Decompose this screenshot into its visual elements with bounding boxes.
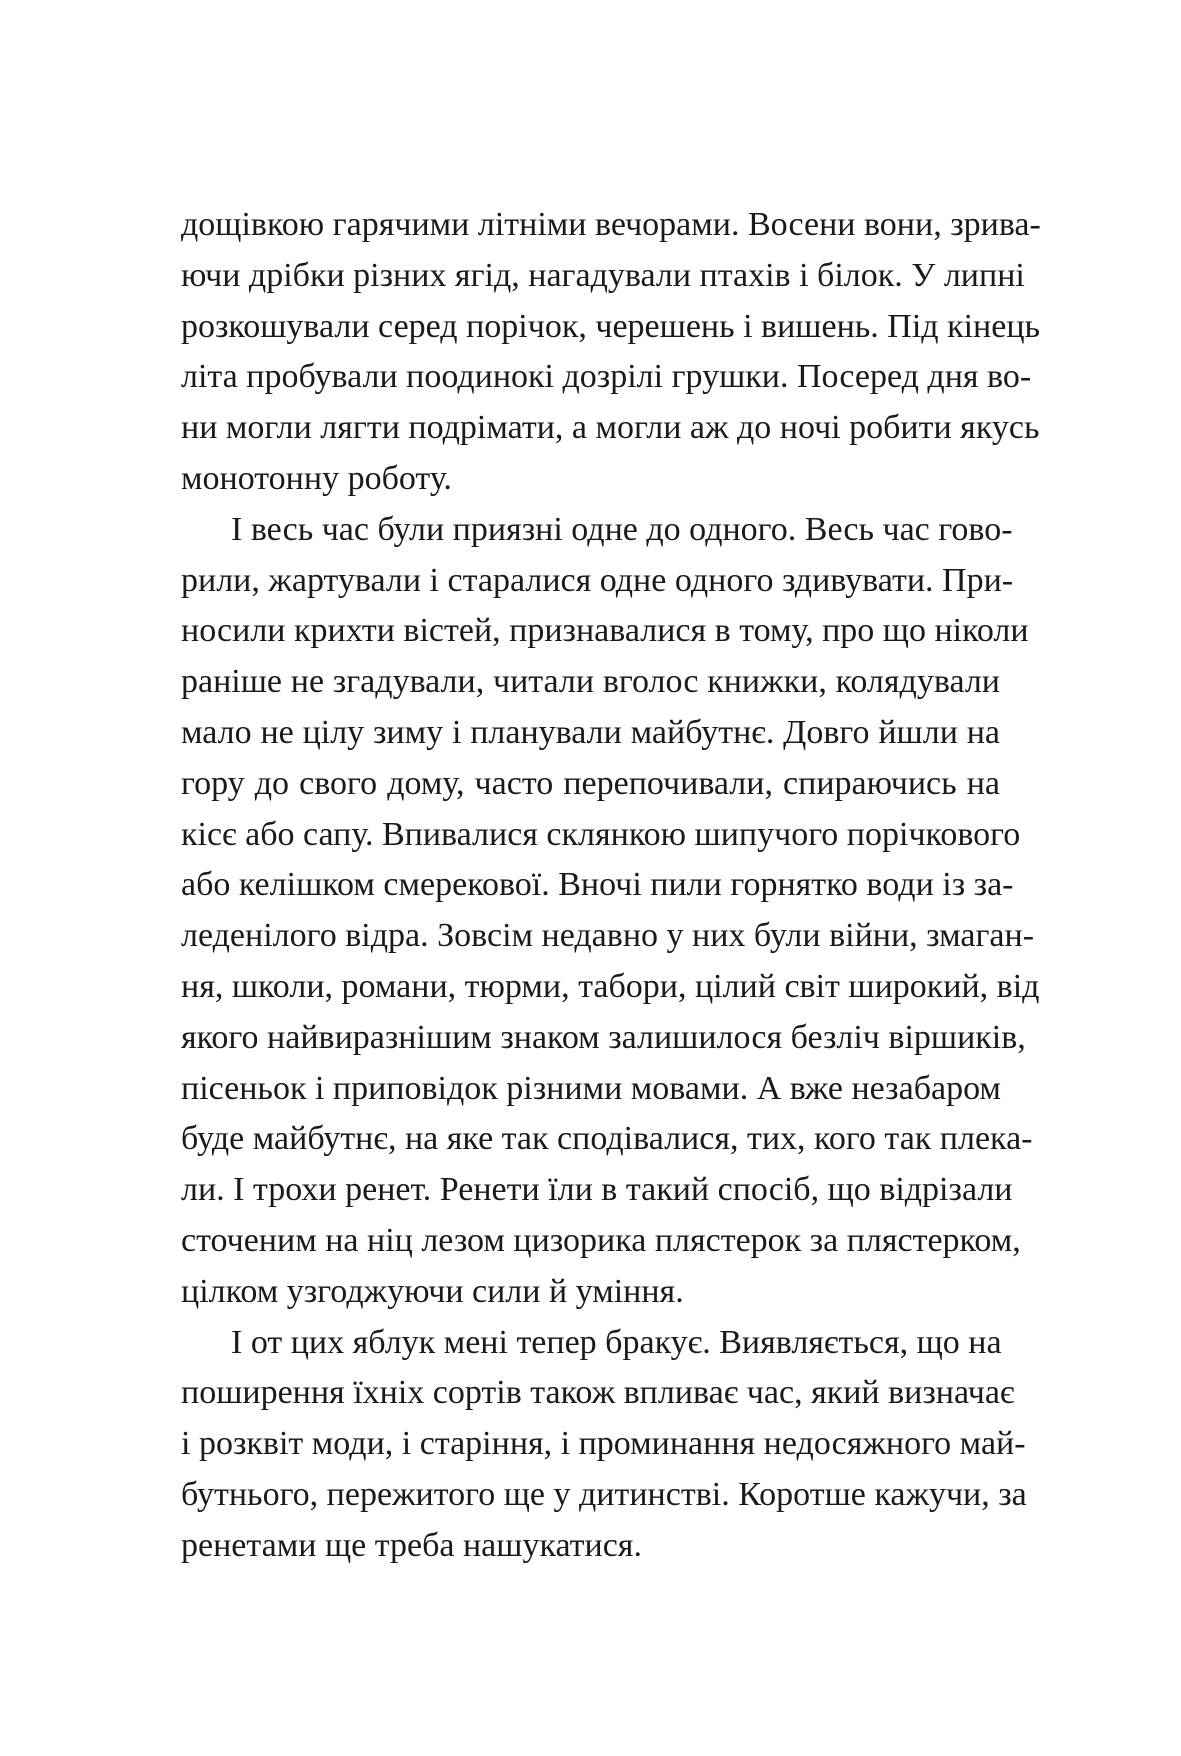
text-line: дощівкою гарячими літніми вечорами. Восени вони, зрива-: [181, 206, 1041, 243]
text-line: ючи дрібки різних ягід, нагадували птахів і білок. У липні: [181, 256, 1025, 294]
text-line: ня, школи, романи, тюрми, табори, цілий світ широкий, від: [181, 967, 1040, 1005]
text-line: ренетами ще треба нашукатися.: [181, 1526, 642, 1564]
text-line: розкошували серед порічок, черешень і вишень. Під кінець: [181, 307, 1041, 345]
text-line: і розквіт моди, і старіння, і проминання недосяжного май-: [181, 1425, 1026, 1463]
text-line: І весь час були приязні одне до одного. Весь час гово-: [231, 510, 1013, 548]
text-line: пісеньок і приповідок різними мовами. А вже незабаром: [181, 1069, 1001, 1107]
text-line: бутнього, пережитого ще у дитинстві. Коротше кажучи, за: [181, 1475, 1027, 1513]
text-line: гору до свого дому, часто перепочивали, спираючись на: [181, 764, 1000, 802]
text-line: сточеним на ніц лезом цизорика плястерок за плястерком,: [181, 1221, 1021, 1259]
text-line: рили, жартували і старалися одне одного здивувати. При-: [181, 561, 1014, 599]
text-line: раніше не згадували, читали вголос книжки, колядували: [181, 663, 1000, 701]
text-line: І от цих яблук мені тепер бракує. Виявляється, що на: [231, 1323, 1002, 1361]
text-line: поширення їхніх сортів також впливає час, який визначає: [181, 1374, 1015, 1412]
text-line: ли. І трохи ренет. Ренети їли в такий спосіб, що відрізали: [181, 1171, 1013, 1209]
text-line: ни могли лягти подрімати, а могли аж до ночі робити якусь: [181, 409, 1040, 447]
text-line: цілком узгоджуючи сили й уміння.: [181, 1272, 684, 1310]
text-line: або келішком смерекової. Вночі пили горнятко води із за-: [181, 866, 1014, 904]
text-line: буде майбутнє, на яке так сподівалися, тих, кого так плека-: [181, 1120, 1033, 1158]
text-line: мало не цілу зиму і планували майбутнє. Довго йшли на: [181, 713, 1000, 751]
body-text: [181, 203, 1041, 1575]
text-line: кісє або сапу. Впивалися склянкою шипучого порічкового: [181, 815, 1021, 853]
text-line: носили крихти вістей, признавалися в тому, про що ніколи: [181, 612, 1029, 650]
text-line: літа пробували поодинокі дозрілі грушки. Посеред дня во-: [181, 358, 1032, 396]
text-line: леденілого відра. Зовсім недавно у них були війни, змаган-: [181, 917, 1035, 955]
text-line: якого найвиразнішим знаком залишилося безліч віршиків,: [181, 1018, 1026, 1056]
text-line: монотонну роботу.: [181, 459, 452, 497]
